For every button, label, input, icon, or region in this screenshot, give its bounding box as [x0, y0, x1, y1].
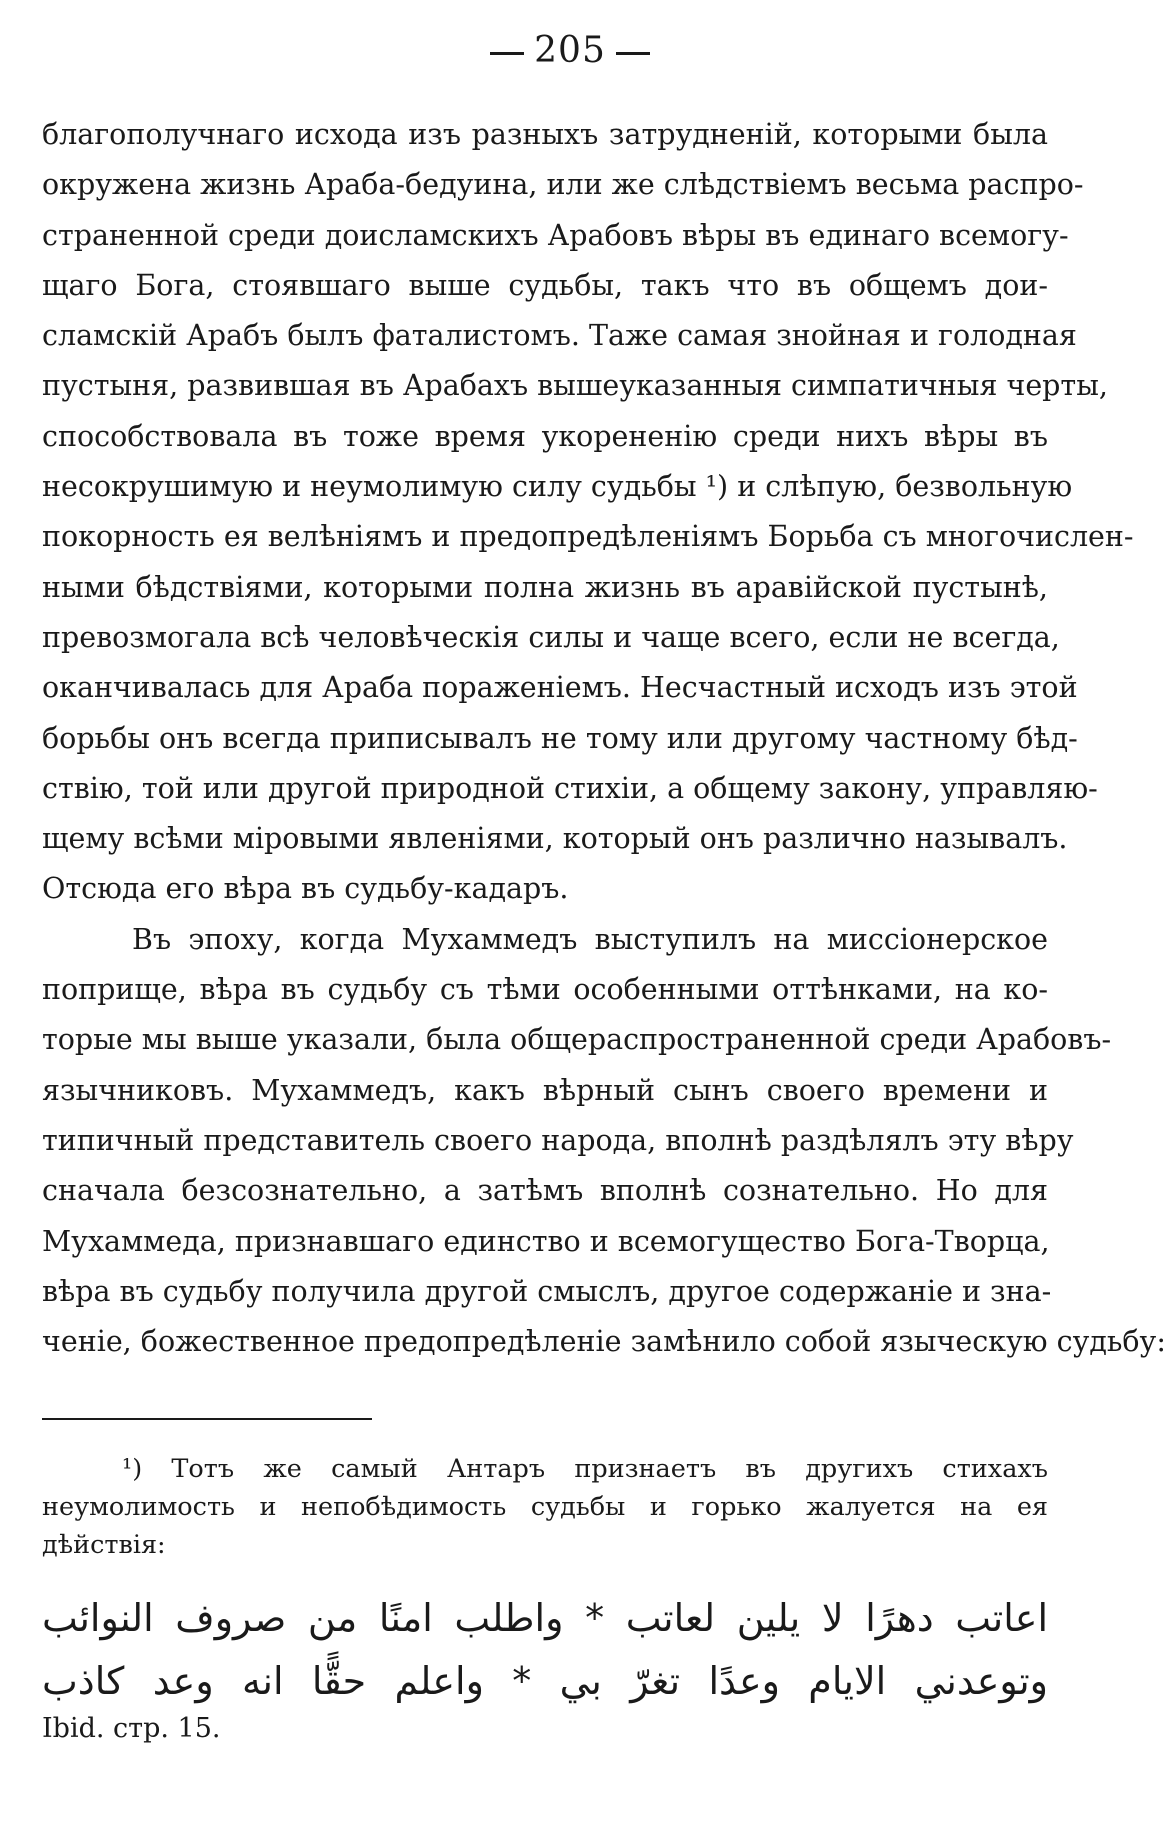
body-line: превозмогала всѣ человѣческія силы и чаще всего, если не всегда,: [42, 620, 1060, 654]
left-dash: [490, 52, 524, 55]
footnote-marker: ¹): [122, 1454, 143, 1484]
body-line: пустыня, развившая въ Арабахъ вышеуказанныя симпатичныя черты,: [42, 369, 1108, 403]
body-line: сначала безсознательно, а затѣмъ вполнѣ сознательно. Но для: [42, 1174, 1048, 1208]
page-number-header: [0, 30, 1140, 71]
body-line: способствовала въ тоже время укорененію среди нихъ вѣры въ: [42, 419, 1048, 453]
body-line: язычниковъ. Мухаммедъ, какъ вѣрный сынъ своего времени и: [42, 1073, 1048, 1107]
body-line: благополучнаго исхода изъ разныхъ затрудненій, которыми была: [42, 118, 1048, 151]
body-line: поприще, вѣра въ судьбу съ тѣми особенными оттѣнками, на ко-: [42, 973, 1048, 1007]
footnote-text: Тотъ же самый Антаръ признаетъ въ другихъ стихахъ: [171, 1454, 1048, 1484]
body-line: Мухаммеда, признавшаго единство и всемогущество Бога-Творца,: [42, 1224, 1050, 1258]
body-line: окружена жизнь Араба-бедуина, или же слѣдствіемъ весьма распро-: [42, 168, 1084, 202]
body-line: щему всѣми міровыми явленіями, который онъ различно называлъ.: [42, 822, 1068, 856]
arabic-verse-line: اعاتب دهرًا لا يلين لعاتب * واطلب امنًا من صروف النوائب: [42, 1596, 1048, 1640]
footnote-citation: Ibid. стр. 15.: [42, 1713, 221, 1744]
footnote-divider: [42, 1418, 372, 1420]
page-number: 205: [534, 30, 606, 71]
arabic-verse-line: وتوعدني الايام وعدًا تغرّ بي * واعلم حقًّا انه وعد كاذب: [42, 1659, 1048, 1703]
footnote: [42, 1450, 1048, 1564]
body-line: типичный представитель своего народа, вполнѣ раздѣлялъ эту вѣру: [42, 1123, 1074, 1157]
body-line: несокрушимую и неумолимую силу судьбы ¹) и слѣпую, безвольную: [42, 470, 1073, 504]
body-line: сламскій Арабъ былъ фаталистомъ. Таже самая знойная и голодная: [42, 319, 1077, 353]
body-text: [42, 110, 1166, 1367]
body-line: щаго Бога, стоявшаго выше судьбы, такъ что въ общемъ дои-: [42, 268, 1048, 302]
body-line: ствію, той или другой природной стихіи, а общему закону, управляю-: [42, 771, 1098, 805]
body-line: борьбы онъ всегда приписывалъ не тому или другому частному бѣд-: [42, 721, 1078, 755]
footnote-line: дѣйствія:: [42, 1530, 166, 1560]
body-line-paragraph-start: Въ эпоху, когда Мухаммедъ выступилъ на миссіонерское: [132, 922, 1048, 956]
footnote-line: [42, 1450, 1048, 1488]
body-line: вѣра въ судьбу получила другой смыслъ, другое содержаніе и зна-: [42, 1274, 1052, 1308]
body-line: оканчивалась для Араба пораженіемъ. Несчастный исходъ изъ этой: [42, 671, 1078, 705]
footnote-line: неумолимость и непобѣдимость судьбы и горько жалуется на ея: [42, 1492, 1048, 1522]
body-line: торые мы выше указали, была общераспространенной среди Арабовъ-: [42, 1023, 1112, 1057]
body-line: ными бѣдствіями, которыми полна жизнь въ аравійской пустынѣ,: [42, 570, 1048, 604]
body-line: страненной среди доисламскихъ Арабовъ вѣры въ единаго всемогу-: [42, 218, 1069, 252]
body-line: Отсюда его вѣра въ судьбу-кадаръ.: [42, 872, 569, 906]
right-dash: [616, 52, 650, 55]
body-line: ченіе, божественное предопредѣленіе замѣнило собой языческую судьбу:: [42, 1325, 1166, 1359]
body-line: покорность ея велѣніямъ и предопредѣленіямъ Борьба съ многочислен-: [42, 520, 1134, 554]
